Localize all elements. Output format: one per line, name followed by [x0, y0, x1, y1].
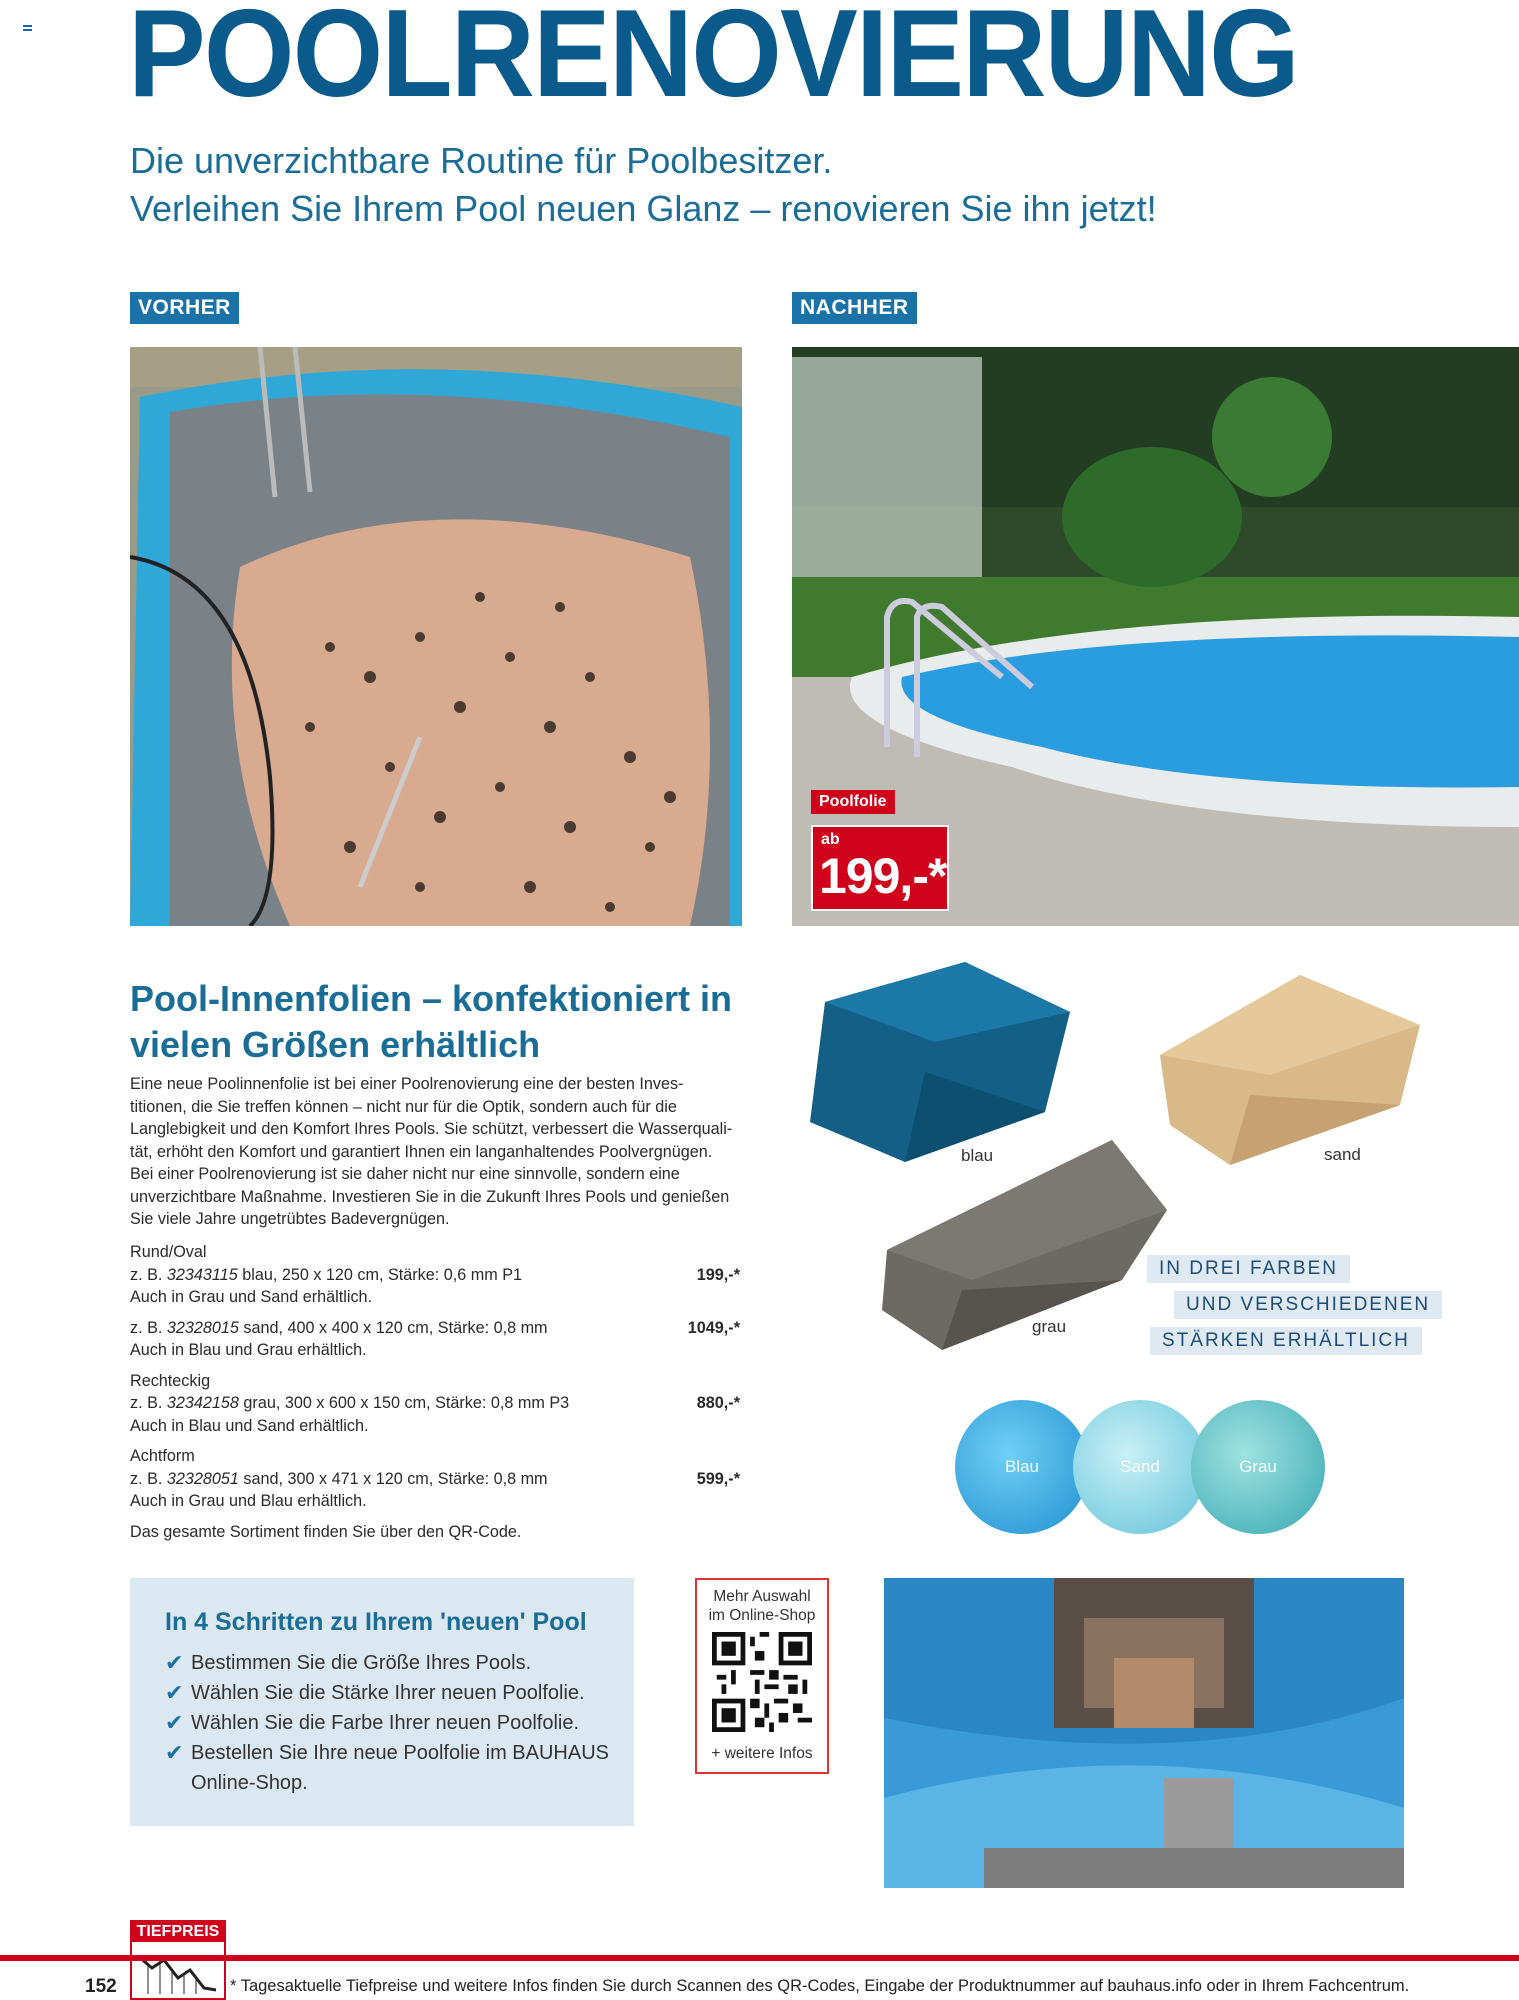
checkmark-icon: ✔ [165, 1710, 184, 1735]
callout-line-2: UND VERSCHIEDENEN [1174, 1291, 1442, 1319]
color-label-grau: grau [1032, 1317, 1067, 1336]
product-note: Auch in Blau und Grau erhältlich. [130, 1341, 367, 1359]
blue-liner-image [805, 962, 1070, 1162]
price-badge-label: Poolfolie [811, 790, 895, 814]
body-line: Eine neue Poolinnenfolie ist bei einer Poolrenovierung eine der besten Inves- [130, 1075, 684, 1093]
qr-code-icon[interactable] [712, 1632, 812, 1732]
qr-line-1: Mehr Auswahl [713, 1588, 811, 1605]
group-round-oval: Rund/Oval [130, 1243, 207, 1261]
color-label-blau: blau [961, 1146, 994, 1165]
product-note: Auch in Grau und Sand erhältlich. [130, 1288, 373, 1306]
footer-rule [0, 1955, 1519, 1961]
step-item: ✔ Wählen Sie die Stärke Ihrer neuen Poolfolie. [165, 1678, 625, 1708]
product-price: 599,-* [696, 1469, 740, 1488]
empty-pool-illustration [130, 347, 742, 926]
callout-line-3: STÄRKEN ERHÄLTLICH [1150, 1327, 1422, 1355]
product-note: Auch in Grau und Blau erhältlich. [130, 1492, 367, 1510]
step-item: ✔ Bestimmen Sie die Größe Ihres Pools. [165, 1648, 625, 1678]
body-line: unverzichtbare Maßnahme. Investieren Sie in die Zukunft Ihres Pools und genießen [130, 1187, 730, 1206]
group-figure-eight: Achtform [130, 1447, 195, 1465]
steps-title: In 4 Schritten zu Ihrem 'neuen' Pool [165, 1608, 587, 1636]
page-title: POOLRENOVIERUNG [128, 0, 1298, 123]
qr-line-2: im Online-Shop [708, 1607, 816, 1624]
body-line: Langlebigkeit und den Komfort Ihres Pools. Sie schützt, verbessert die Wasserquali- [130, 1120, 733, 1138]
qr-box[interactable] [695, 1578, 829, 1774]
swatch-label: Grau [1239, 1457, 1277, 1476]
footer-disclaimer: * Tagesaktuelle Tiefpreise und weitere Infos finden Sie durch Scannen des QR-Codes, Eingabe der Produktnummer auf bauhaus.info oder in Ihrem Fachcentrum. [230, 1977, 1410, 1995]
welding-photo [884, 1578, 1404, 1888]
body-line: tät, erhöht den Komfort und garantiert Ihnen ein langanhaltendes Poolvergnügen. [130, 1142, 713, 1161]
swatch-label: Sand [1120, 1457, 1160, 1476]
section-heading-line-2: vielen Größen erhältlich [130, 1024, 541, 1065]
swatch-label: Blau [1004, 1457, 1040, 1476]
product-row: z. B. 32328015 sand, 400 x 400 x 120 cm, Stärke: 0,8 mm 1049,-* [130, 1317, 740, 1340]
checkmark-icon: ✔ [165, 1740, 184, 1765]
checkmark-icon: ✔ [165, 1650, 184, 1675]
section-body [130, 1073, 740, 1231]
price-badge [811, 825, 949, 911]
swatch-sand [1073, 1400, 1207, 1534]
steps-box [130, 1578, 634, 1826]
body-line: Bei einer Poolrenovierung ist sie daher nicht nur eine sinnvolle, sondern eine [130, 1165, 680, 1183]
product-number: 32328015 [166, 1318, 239, 1337]
tiefpreis-label: TIEFPREIS [132, 1922, 224, 1942]
sand-liner-image [1150, 975, 1420, 1165]
grey-liner-image [882, 1140, 1167, 1350]
product-number: 32342158 [166, 1394, 239, 1412]
color-label-sand: sand [1324, 1145, 1361, 1164]
product-row: z. B. 32328051 sand, 300 x 471 x 120 cm, Stärke: 0,8 mm 599,-* [130, 1468, 740, 1491]
product-price: 1049,-* [687, 1318, 740, 1337]
body-line: titionen, die Sie treffen können – nicht nur für die Optik, sondern auch für die [130, 1097, 677, 1116]
product-price: 199,-* [696, 1265, 740, 1284]
checkmark-icon: ✔ [165, 1680, 184, 1705]
step-item: ✔ Bestellen Sie Ihre neue Poolfolie im BAUHAUS Online-Shop. [165, 1738, 625, 1798]
swatch-blau [955, 1400, 1089, 1534]
product-note: Auch in Blau und Sand erhältlich. [130, 1416, 369, 1435]
steps-list [165, 1648, 625, 1798]
price-badge-prefix: ab [821, 831, 840, 848]
before-tag: VORHER [130, 292, 239, 324]
body-line: Sie viele Jahre ungetrübtes Badevergnügen. [130, 1210, 450, 1228]
product-number: 32328051 [166, 1469, 239, 1488]
qr-more-link[interactable]: + weitere Infos [711, 1745, 813, 1762]
price-drop-graph-icon [138, 1946, 218, 1994]
section-heading-line-1: Pool-Innenfolien – konfektioniert in [130, 978, 733, 1019]
product-number: 32343115 [166, 1265, 238, 1284]
flag-icon [23, 25, 32, 31]
page-number: 152 [85, 1976, 117, 1997]
subtitle-line-2: Verleihen Sie Ihrem Pool neuen Glanz – renovieren Sie ihn jetzt! [130, 188, 1157, 229]
step-item: ✔ Wählen Sie die Farbe Ihrer neuen Poolfolie. [165, 1708, 625, 1738]
product-row: z. B. 32343115 blau, 250 x 120 cm, Stärke: 0,6 mm P1 199,-* [130, 1264, 740, 1287]
callout-line-1: IN DREI FARBEN [1147, 1255, 1350, 1283]
product-row: z. B. 32342158 grau, 300 x 600 x 150 cm, Stärke: 0,8 mm P3 880,-* [130, 1392, 740, 1415]
product-list [130, 1241, 740, 1543]
group-rectangular: Rechteckig [130, 1371, 211, 1390]
qr-note: Das gesamte Sortiment finden Sie über den QR-Code. [130, 1522, 522, 1541]
after-tag: NACHHER [792, 292, 917, 324]
product-price: 880,-* [696, 1394, 740, 1412]
subtitle-line-1: Die unverzichtbare Routine für Poolbesitzer. [130, 140, 833, 181]
price-badge-value: 199,-* [819, 848, 947, 904]
swatch-grau [1191, 1400, 1325, 1534]
before-photo [130, 347, 742, 926]
liner-welding-illustration [884, 1578, 1404, 1888]
